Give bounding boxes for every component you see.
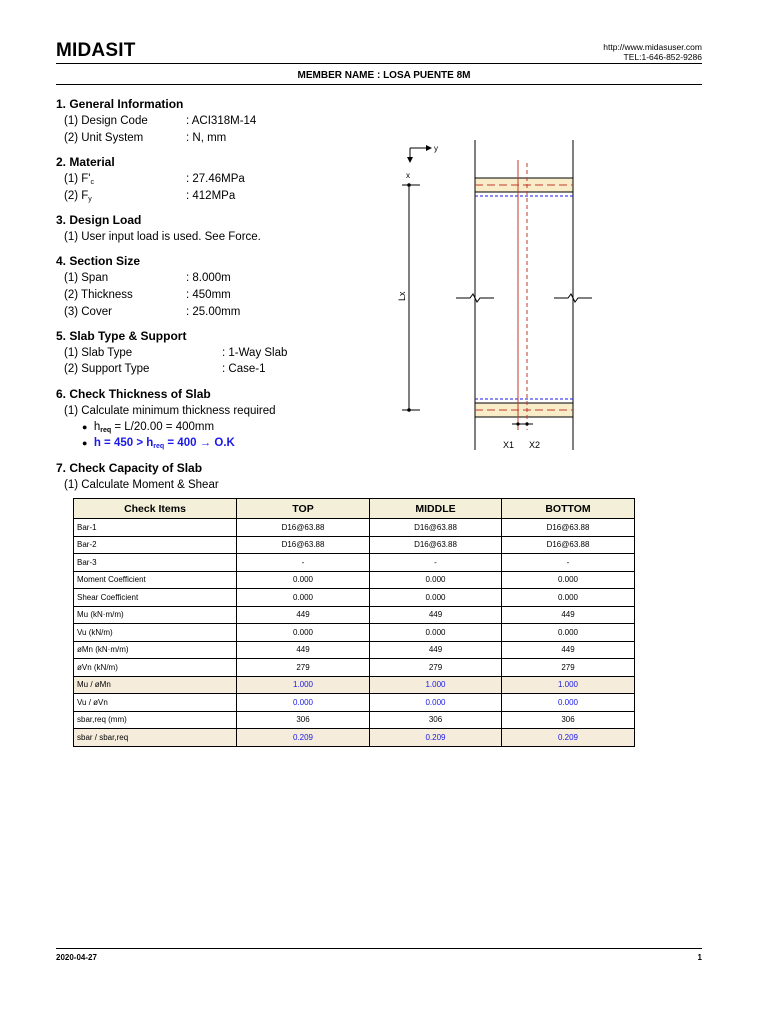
section-size-title: 4. Section Size: [56, 254, 141, 268]
table-row: [74, 571, 635, 589]
row-label: Mu (kN·m/m): [74, 606, 237, 624]
cell-bottom: 0.000: [502, 694, 635, 712]
table-header-row: [74, 499, 635, 519]
span-label: (1) Span: [64, 272, 109, 284]
row-label: øMn (kN·m/m): [74, 641, 237, 659]
cell-top: 0.000: [237, 589, 370, 607]
fc-label: (1) $F'_c$: [64, 173, 94, 186]
cell-top: 0.000: [237, 571, 370, 589]
table-row: [74, 676, 635, 694]
table-row: [74, 641, 635, 659]
cell-middle: 306: [370, 711, 502, 729]
header-rule: [56, 63, 702, 64]
design-code-value: : ACI318M-14: [186, 115, 257, 127]
footer-date: 2020-04-27: [56, 953, 97, 962]
cell-middle: -: [370, 554, 502, 572]
cell-top: 1.000: [237, 676, 370, 694]
cell-top: D16@63.88: [237, 536, 370, 554]
row-label: Vu (kN/m): [74, 624, 237, 642]
footer-rule: [56, 948, 702, 949]
span-value: : 8.000m: [186, 272, 231, 284]
hreq-formula: ● hreq = L/20.00 = 400mm: [82, 421, 215, 434]
capacity-calc-text: (1) Calculate Moment & Shear: [64, 479, 219, 491]
table-row: [74, 606, 635, 624]
cover-label: (3) Cover: [64, 306, 112, 318]
cell-top: 449: [237, 641, 370, 659]
cell-middle: D16@63.88: [370, 519, 502, 537]
cover-value: : 25.00mm: [186, 306, 241, 318]
fc-value: : 27.46MPa: [186, 173, 245, 185]
cell-bottom: 0.000: [502, 571, 635, 589]
table-row: [74, 554, 635, 572]
section-x1-label: X1: [503, 440, 515, 450]
cell-bottom: 0.000: [502, 589, 635, 607]
section-material-title: 2. Material: [56, 155, 115, 169]
slab-type-label: (1) Slab Type: [64, 347, 133, 359]
cell-top: 449: [237, 606, 370, 624]
row-label: Vu / øVn: [74, 694, 237, 712]
section-x2-label: X2: [529, 440, 541, 450]
fy-label: (2) $F_y$: [64, 190, 92, 203]
unit-system-label: (2) Unit System: [64, 132, 144, 144]
table-row: [74, 729, 635, 747]
cell-bottom: 449: [502, 641, 635, 659]
table-row: [74, 589, 635, 607]
website-link[interactable]: http://www.midasuser.com: [603, 42, 702, 52]
cell-top: 0.000: [237, 624, 370, 642]
thickness-check-result: ● h = 450 > hreq = 400 → O.K: [82, 437, 235, 450]
cell-top: 0.000: [237, 694, 370, 712]
cell-bottom: D16@63.88: [502, 519, 635, 537]
row-label: øVn (kN/m): [74, 659, 237, 677]
row-label: Moment Coefficient: [74, 571, 237, 589]
phone-number: TEL:1-646-852-9286: [623, 52, 702, 62]
section-x2-dot-icon: [525, 422, 528, 425]
table-row: [74, 659, 635, 677]
cell-top: 279: [237, 659, 370, 677]
row-label: Shear Coefficient: [74, 589, 237, 607]
table-row: [74, 519, 635, 537]
member-name: MEMBER NAME : LOSA PUENTE 8M: [297, 70, 471, 81]
unit-system-value: : N, mm: [186, 132, 227, 144]
support-type-label: (2) Support Type: [64, 363, 150, 375]
cell-middle: 0.000: [370, 589, 502, 607]
thickness-value: : 450mm: [186, 289, 231, 301]
cell-middle: 0.000: [370, 624, 502, 642]
table-row: [74, 536, 635, 554]
design-code-label: (1) Design Code: [64, 115, 148, 127]
section-capacity-title: 7. Check Capacity of Slab: [56, 461, 203, 475]
table-row: [74, 694, 635, 712]
cell-middle: 449: [370, 606, 502, 624]
dim-top-dot-icon: [407, 183, 411, 187]
contact-info: [603, 42, 702, 62]
cell-bottom: 279: [502, 659, 635, 677]
axis-x-label: x: [406, 171, 410, 180]
section-slab-title: 5. Slab Type & Support: [56, 329, 187, 343]
thickness-label: (2) Thickness: [64, 289, 133, 301]
section-thickness-title: 6. Check Thickness of Slab: [56, 387, 211, 401]
cell-top: 306: [237, 711, 370, 729]
header-top: TOP: [237, 499, 370, 519]
support-type-value: : Case-1: [222, 363, 266, 375]
slab-type-value: : 1-Way Slab: [222, 347, 288, 359]
cell-top: D16@63.88: [237, 519, 370, 537]
cell-middle: 0.000: [370, 571, 502, 589]
header-middle: MIDDLE: [370, 499, 502, 519]
section-x1-dot-icon: [516, 422, 519, 425]
row-label: Mu / øMn: [74, 676, 237, 694]
axis-y-label: y: [434, 144, 438, 153]
cell-middle: 0.209: [370, 729, 502, 747]
row-label: Bar-3: [74, 554, 237, 572]
cell-bottom: 449: [502, 606, 635, 624]
header-bottom: BOTTOM: [502, 499, 635, 519]
cell-bottom: 1.000: [502, 676, 635, 694]
table-row: [74, 711, 635, 729]
cell-bottom: 0.209: [502, 729, 635, 747]
dim-lx-label: Lx: [397, 291, 407, 301]
cell-middle: 1.000: [370, 676, 502, 694]
cell-middle: 0.000: [370, 694, 502, 712]
slab-diagram: [390, 135, 600, 455]
dim-bottom-dot-icon: [407, 408, 411, 412]
section-general-title: 1. General Information: [56, 97, 184, 111]
footer-page-number: 1: [697, 953, 702, 962]
section-load-title: 3. Design Load: [56, 213, 142, 227]
cell-bottom: D16@63.88: [502, 536, 635, 554]
cell-middle: 279: [370, 659, 502, 677]
axis-y-arrow-icon: [426, 145, 432, 151]
brand-logo: MIDASIT: [56, 40, 136, 61]
table-row: [74, 624, 635, 642]
cell-bottom: -: [502, 554, 635, 572]
cell-top: -: [237, 554, 370, 572]
row-label: sbar / sbar,req: [74, 729, 237, 747]
cell-bottom: 306: [502, 711, 635, 729]
load-text: (1) User input load is used. See Force.: [64, 231, 261, 243]
row-label: Bar-1: [74, 519, 237, 537]
row-label: sbar,req (mm): [74, 711, 237, 729]
header-check-items: Check Items: [74, 499, 237, 519]
member-rule: [56, 84, 702, 85]
cell-bottom: 0.000: [502, 624, 635, 642]
thickness-calc-text: (1) Calculate minimum thickness required: [64, 405, 276, 417]
cell-middle: D16@63.88: [370, 536, 502, 554]
axis-x-arrow-icon: [407, 157, 413, 163]
capacity-table: [73, 498, 635, 747]
cell-middle: 449: [370, 641, 502, 659]
fy-value: : 412MPa: [186, 190, 236, 202]
cell-top: 0.209: [237, 729, 370, 747]
row-label: Bar-2: [74, 536, 237, 554]
